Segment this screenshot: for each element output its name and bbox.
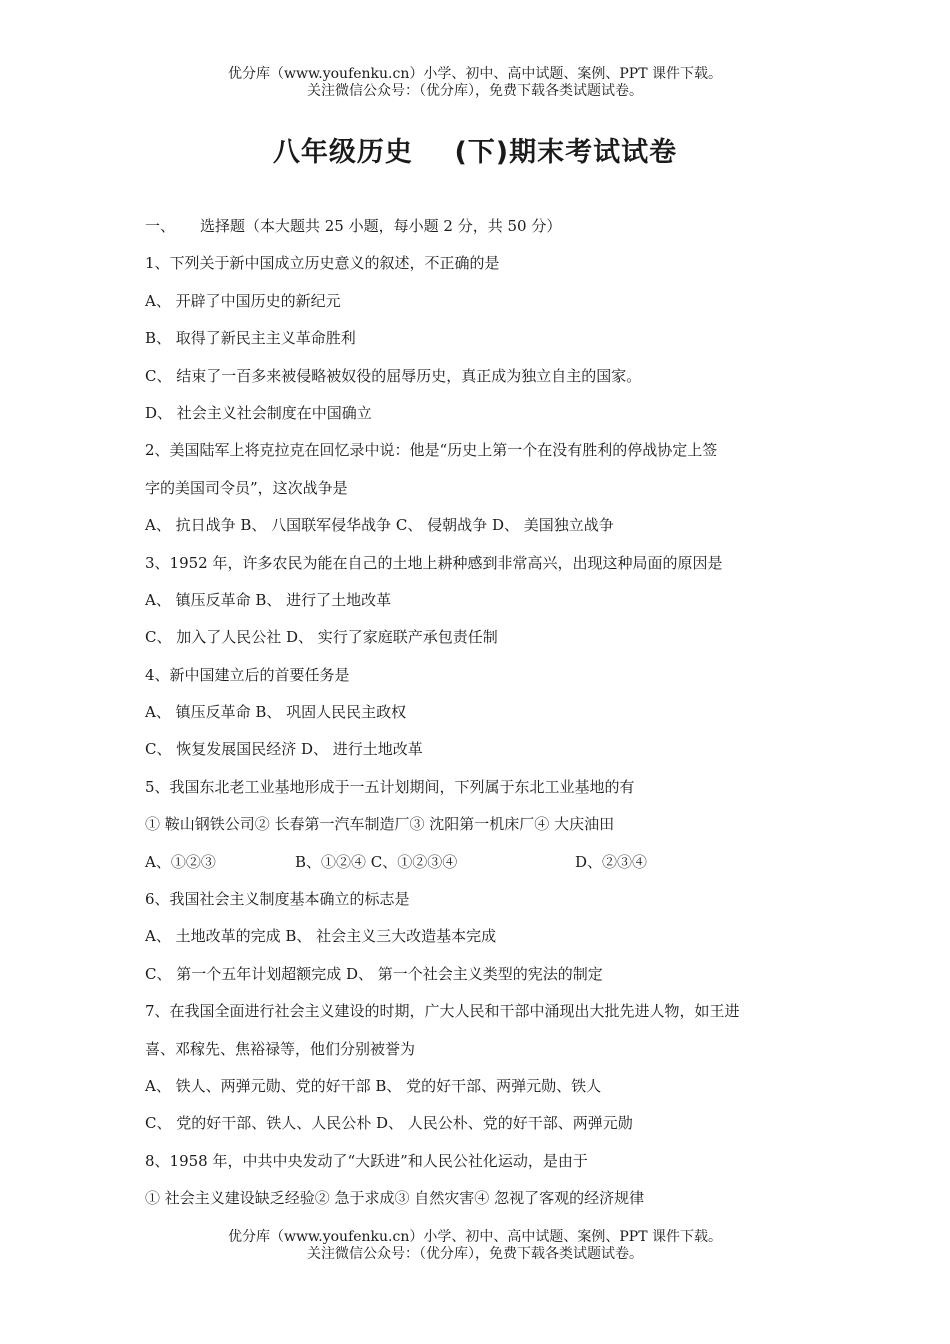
header-line-1: 优分库（www.youfenku.cn）小学、初中、高中试题、案例、PPT 课件下载。 bbox=[227, 66, 722, 82]
page-footer bbox=[0, 1229, 950, 1263]
q6-options-ab: A、 土地改革的完成 B、 社会主义三大改造基本完成 bbox=[145, 927, 497, 946]
section-text: 选择题（本大题共 25 小题，每小题 2 分，共 50 分） bbox=[200, 217, 562, 235]
question-2-cont: 字的美国司令员”，这次战争是 bbox=[145, 478, 348, 497]
q5-option-d: D、②③④ bbox=[575, 852, 648, 871]
section-heading bbox=[145, 208, 825, 245]
q1-option-b: B、 取得了新民主主义革命胜利 bbox=[145, 329, 356, 348]
question-7: 7、在我国全面进行社会主义建设的时期，广大人民和干部中涌现出大批先进人物，如王进 bbox=[145, 1002, 740, 1021]
q3-options-ab: A、 镇压反革命 B、 进行了土地改革 bbox=[145, 590, 392, 609]
footer-line-2: 关注微信公众号：（优分库），免费下载各类试题试卷。 bbox=[307, 1246, 643, 1262]
q3-options-cd: C、 加入了人民公社 D、 实行了家庭联产承包责任制 bbox=[145, 628, 498, 647]
q1-option-a: A、 开辟了中国历史的新纪元 bbox=[145, 291, 341, 310]
q5-option-a: A、①②③ bbox=[145, 852, 216, 871]
question-3: 3、1952 年，许多农民为能在自己的土地上耕种感到非常高兴，出现这种局面的原因是 bbox=[145, 553, 723, 572]
question-6: 6、我国社会主义制度基本确立的标志是 bbox=[145, 890, 410, 909]
q5-option-bc: B、①②④ C、①②③④ bbox=[295, 852, 458, 871]
q7-options-ab: A、 铁人、两弹元勋、党的好干部 B、 党的好干部、两弹元勋、铁人 bbox=[145, 1076, 602, 1095]
section-number: 一、 bbox=[145, 217, 176, 235]
question-1: 1、下列关于新中国成立历史意义的叙述，不正确的是 bbox=[145, 254, 500, 273]
document-title: 八年级历史 (下)期末考试试卷 bbox=[272, 137, 678, 168]
q2-options: A、 抗日战争 B、 八国联军侵华战争 C、 侵朝战争 D、 美国独立战争 bbox=[145, 516, 614, 535]
q6-options-cd: C、 第一个五年计划超额完成 D、 第一个社会主义类型的宪法的制定 bbox=[145, 964, 603, 983]
question-7-cont: 喜、邓稼先、焦裕禄等，他们分别被誉为 bbox=[145, 1039, 416, 1058]
q1-option-d: D、 社会主义社会制度在中国确立 bbox=[145, 403, 372, 422]
header-line-2: 关注微信公众号：（优分库），免费下载各类试题试卷。 bbox=[307, 83, 643, 99]
q8-items: ① 社会主义建设缺乏经验② 急于求成③ 自然灾害④ 忽视了客观的经济规律 bbox=[145, 1189, 645, 1208]
question-4: 4、新中国建立后的首要任务是 bbox=[145, 665, 350, 684]
page-header bbox=[0, 66, 950, 100]
q5-options bbox=[145, 844, 825, 881]
q1-option-c: C、 结束了一百多来被侵略被奴役的屈辱历史，真正成为独立自主的国家。 bbox=[145, 366, 642, 385]
exam-body bbox=[145, 208, 825, 1218]
question-2: 2、美国陆军上将克拉克在回忆录中说：他是“历史上第一个在没有胜利的停战协定上签 bbox=[145, 441, 718, 460]
q7-options-cd: C、 党的好干部、铁人、人民公朴 D、 人民公朴、党的好干部、两弹元勋 bbox=[145, 1114, 633, 1133]
q5-items: ① 鞍山钢铁公司② 长春第一汽车制造厂③ 沈阳第一机床厂④ 大庆油田 bbox=[145, 815, 615, 834]
q4-options-cd: C、 恢复发展国民经济 D、 进行土地改革 bbox=[145, 740, 423, 759]
q4-options-ab: A、 镇压反革命 B、 巩固人民民主政权 bbox=[145, 703, 407, 722]
question-8: 8、1958 年，中共中央发动了“大跃进”和人民公社化运动，是由于 bbox=[145, 1151, 588, 1170]
question-5: 5、我国东北老工业基地形成于一五计划期间，下列属于东北工业基地的有 bbox=[145, 777, 635, 796]
footer-line-1: 优分库（www.youfenku.cn）小学、初中、高中试题、案例、PPT 课件下载。 bbox=[227, 1229, 722, 1245]
